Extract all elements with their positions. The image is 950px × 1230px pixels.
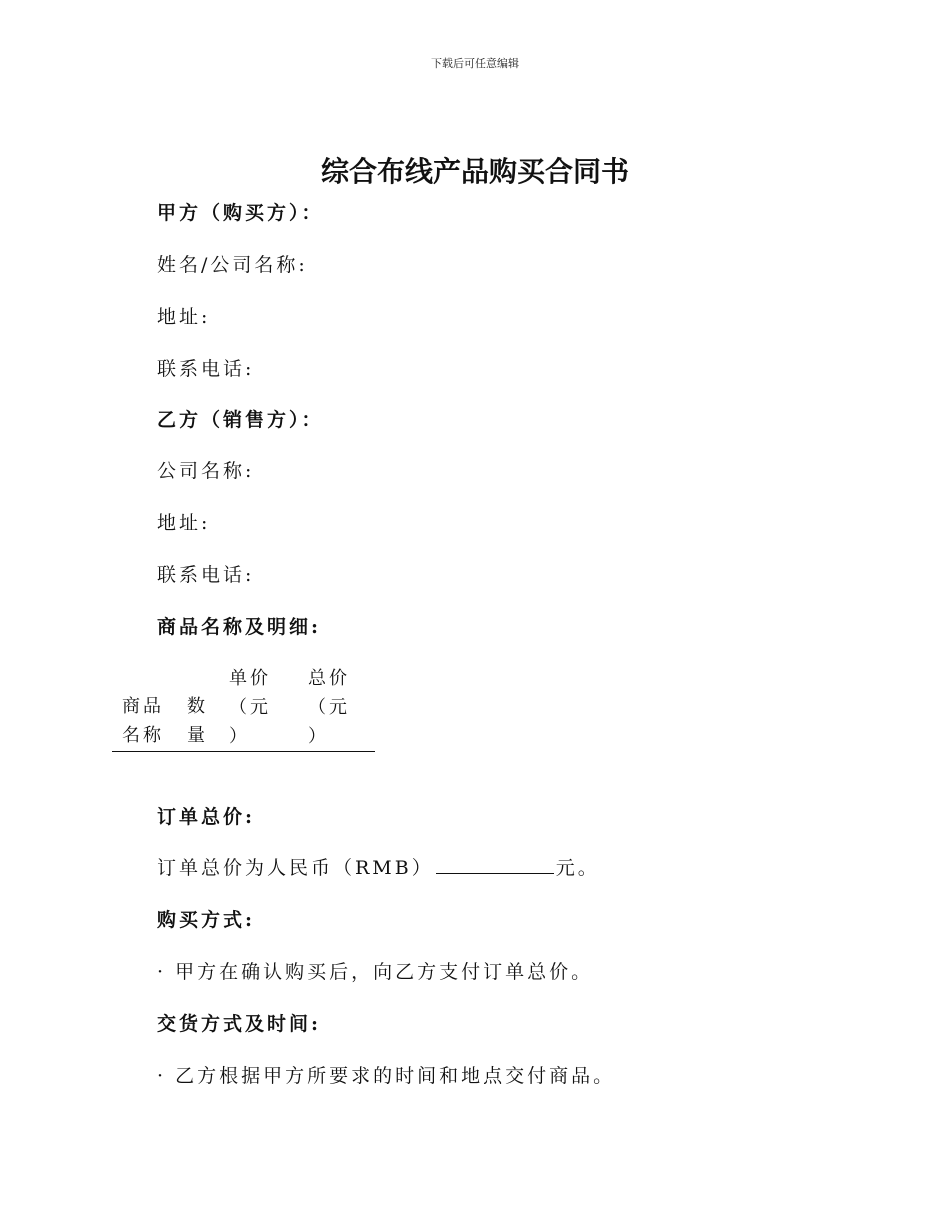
order-total-text [157, 853, 600, 880]
purchase-method-item: · 甲方在确认购买后，向乙方支付订单总价。 [157, 961, 594, 983]
order-total-heading: 订单总价: [157, 806, 256, 828]
goods-table [112, 664, 375, 752]
header-line: （元 [229, 697, 271, 718]
party-b-heading: 乙方（销售方）： [157, 409, 324, 431]
party-a-address-label: 地址: [157, 306, 211, 328]
header-line: 数 [187, 696, 208, 717]
party-a-heading: 甲方（购买方）： [157, 202, 324, 224]
order-total-blank [436, 855, 554, 874]
header-note: 下载后可任意编辑 [431, 57, 519, 70]
party-b-address-label: 地址: [157, 512, 211, 534]
table-header-quantity [187, 692, 215, 750]
header-line: ） [229, 726, 250, 747]
delivery-item: · 乙方根据甲方所要求的时间和地点交付商品。 [157, 1065, 616, 1087]
document-title: 综合布线产品购买合同书 [320, 155, 629, 188]
party-b-name-label: 公司名称: [157, 460, 255, 482]
header-line: 名称 [122, 725, 164, 746]
delivery-heading: 交货方式及时间: [157, 1013, 322, 1035]
table-header-total-price [308, 664, 368, 751]
header-line: （元 [308, 697, 350, 718]
header-line: 商品 [122, 696, 164, 717]
header-line: 量 [187, 725, 208, 746]
header-line: 单价 [229, 668, 271, 689]
order-total-prefix: 订单总价为人民币（RMB） [157, 857, 434, 879]
table-header-unit-price [229, 664, 289, 751]
goods-heading: 商品名称及明细: [157, 616, 322, 638]
order-total-suffix: 元。 [555, 857, 600, 879]
party-a-phone-label: 联系电话: [157, 358, 255, 380]
purchase-method-heading: 购买方式: [157, 909, 256, 931]
table-header-goods-name [122, 692, 174, 750]
party-a-name-label: 姓名/公司名称: [157, 254, 308, 276]
party-b-phone-label: 联系电话: [157, 564, 255, 586]
header-line: 总价 [308, 668, 350, 689]
header-line: ） [308, 726, 329, 747]
